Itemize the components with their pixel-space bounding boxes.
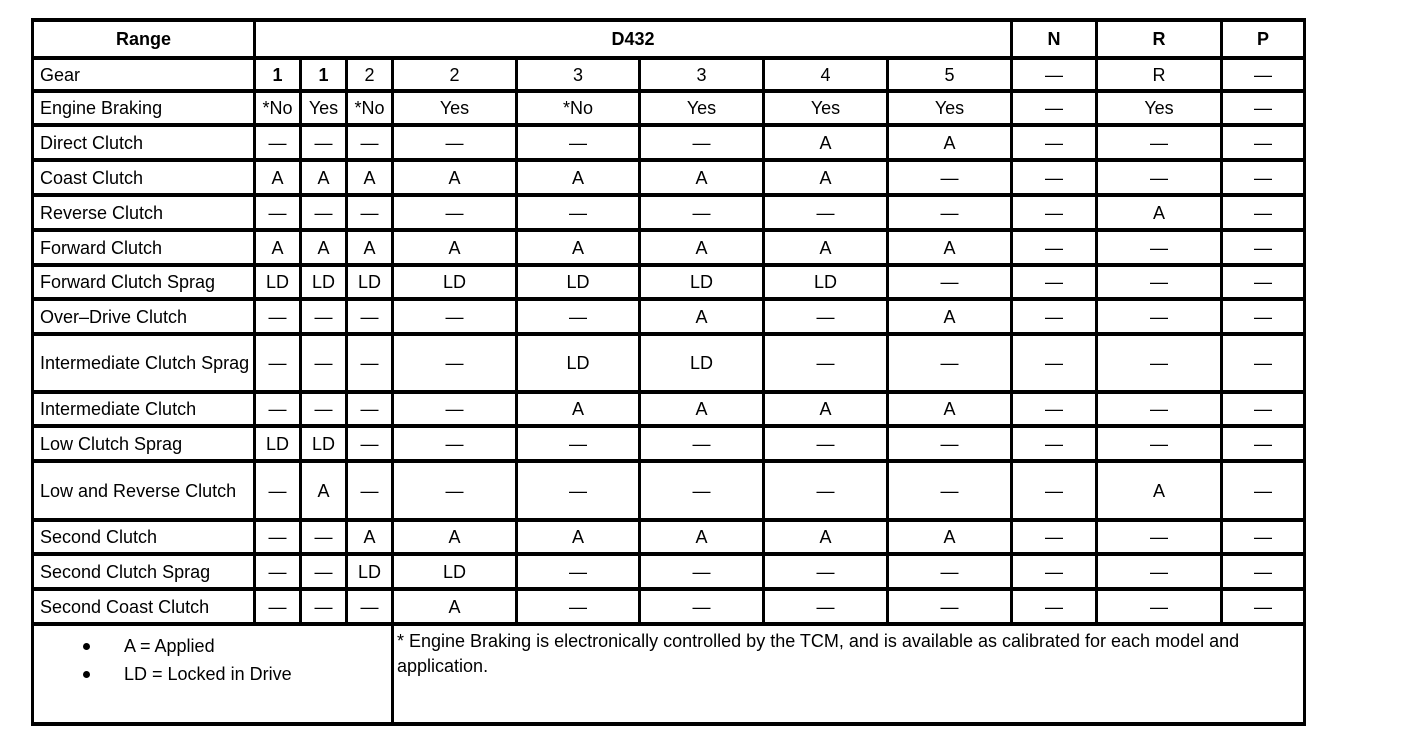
table-cell: — bbox=[1045, 237, 1063, 258]
table-cell: LD bbox=[357, 561, 381, 582]
row-label: Direct Clutch bbox=[40, 132, 144, 153]
table-cell: — bbox=[360, 132, 379, 153]
table-cell: — bbox=[940, 433, 959, 454]
table-cell: A bbox=[695, 527, 708, 547]
row-label: Forward Clutch bbox=[40, 237, 163, 258]
table-cell: A bbox=[448, 237, 461, 258]
table-cell: — bbox=[569, 561, 587, 582]
table-cell: — bbox=[569, 480, 587, 501]
table-cell: LD bbox=[566, 353, 590, 373]
table-cell: — bbox=[268, 527, 287, 547]
header-range: Range bbox=[115, 29, 171, 49]
table-cell: A bbox=[571, 527, 584, 547]
grid-hline bbox=[31, 622, 1306, 626]
table-cell: A bbox=[819, 527, 832, 547]
table-cell: — bbox=[1150, 237, 1168, 258]
table-cell: — bbox=[1150, 399, 1168, 419]
table-cell: — bbox=[1254, 272, 1272, 292]
table-cell: — bbox=[1045, 202, 1063, 223]
table-cell: LD bbox=[442, 561, 466, 582]
table-cell: Yes bbox=[686, 98, 717, 118]
table-cell: A bbox=[943, 306, 956, 327]
table-cell: — bbox=[692, 433, 711, 454]
table-cell: — bbox=[1150, 306, 1168, 327]
table-cell: — bbox=[314, 527, 333, 547]
table-cell: R bbox=[1152, 64, 1166, 85]
table-cell: — bbox=[360, 399, 379, 419]
table-cell: — bbox=[816, 353, 835, 373]
table-cell: A bbox=[1152, 480, 1165, 501]
table-cell: 2 bbox=[449, 64, 460, 85]
row-label: Intermediate Clutch Sprag bbox=[40, 353, 250, 373]
row-label: Gear bbox=[40, 64, 81, 85]
legend bbox=[31, 632, 292, 688]
table-cell: Yes bbox=[934, 98, 965, 118]
table-cell: LD bbox=[357, 272, 381, 292]
table-cell: — bbox=[1254, 561, 1272, 582]
table-cell: — bbox=[268, 306, 287, 327]
table-cell: A bbox=[363, 167, 376, 188]
table-cell: *No bbox=[354, 98, 385, 118]
table-cell: — bbox=[1045, 272, 1063, 292]
footer-divider bbox=[391, 622, 394, 724]
table-cell: A bbox=[571, 167, 584, 188]
legend-text: A = Applied bbox=[124, 636, 215, 656]
table-cell: — bbox=[1254, 202, 1272, 223]
row-label: Engine Braking bbox=[40, 98, 163, 118]
legend-item bbox=[31, 660, 292, 688]
table-cell: A bbox=[819, 167, 832, 188]
row-label: Coast Clutch bbox=[40, 167, 144, 188]
table-cell: — bbox=[1254, 98, 1272, 118]
row-label: Reverse Clutch bbox=[40, 202, 164, 223]
table-cell: 3 bbox=[696, 64, 707, 85]
table-cell: — bbox=[268, 202, 287, 223]
table-cell: A bbox=[571, 237, 584, 258]
header-d432: D432 bbox=[611, 29, 655, 49]
table-cell: — bbox=[692, 132, 711, 153]
table-cell: — bbox=[360, 433, 379, 454]
table-cell: — bbox=[445, 399, 464, 419]
table-cell: Yes bbox=[810, 98, 841, 118]
table-cell: — bbox=[360, 353, 379, 373]
clutch-application-chart bbox=[31, 18, 1306, 724]
header-r: R bbox=[1152, 29, 1166, 49]
table-cell: — bbox=[268, 353, 287, 373]
table-cell: — bbox=[314, 353, 333, 373]
table-cell: — bbox=[816, 596, 835, 617]
table-cell: — bbox=[268, 480, 287, 501]
table-cell: — bbox=[692, 202, 711, 223]
table-cell: — bbox=[569, 132, 587, 153]
table-cell: A bbox=[571, 399, 584, 419]
row-label: Second Clutch bbox=[40, 527, 158, 547]
table-cell: A bbox=[448, 527, 461, 547]
table-cell: A bbox=[819, 237, 832, 258]
table-cell: 1 bbox=[272, 64, 283, 85]
table-cell: — bbox=[360, 202, 379, 223]
table-cell: — bbox=[268, 561, 287, 582]
table-cell: — bbox=[1254, 237, 1272, 258]
table-cell: A bbox=[271, 237, 284, 258]
table-cell: — bbox=[816, 306, 835, 327]
table-cell: LD bbox=[265, 433, 289, 454]
table-cell: — bbox=[816, 433, 835, 454]
table-cell: A bbox=[695, 167, 708, 188]
table-cell: — bbox=[314, 132, 333, 153]
grid-vline bbox=[1303, 18, 1306, 724]
table-cell: — bbox=[1045, 399, 1063, 419]
table-cell: 3 bbox=[572, 64, 583, 85]
table-cell: — bbox=[1254, 480, 1272, 501]
table-cell: — bbox=[569, 433, 587, 454]
table-cell: — bbox=[1150, 527, 1168, 547]
table-cell: — bbox=[1150, 433, 1168, 454]
table-cell: — bbox=[1045, 561, 1063, 582]
table-cell: — bbox=[268, 132, 287, 153]
table-cell: — bbox=[1254, 596, 1272, 617]
legend-item bbox=[31, 632, 292, 660]
table-cell: — bbox=[1150, 272, 1168, 292]
table-cell: A bbox=[363, 527, 376, 547]
table-cell: A bbox=[317, 167, 330, 188]
table-cell: A bbox=[943, 527, 956, 547]
table-cell: LD bbox=[311, 272, 335, 292]
table-cell: — bbox=[1045, 98, 1063, 118]
table-cell: — bbox=[816, 561, 835, 582]
table-cell: — bbox=[940, 596, 959, 617]
table-cell: — bbox=[1254, 306, 1272, 327]
table-cell: Yes bbox=[1144, 98, 1174, 118]
row-label: Over–Drive Clutch bbox=[40, 306, 188, 327]
row-label: Low and Reverse Clutch bbox=[40, 480, 237, 501]
row-label: Low Clutch Sprag bbox=[40, 433, 183, 454]
table-cell: A bbox=[448, 167, 461, 188]
table-cell: — bbox=[940, 353, 959, 373]
table-cell: — bbox=[692, 561, 711, 582]
table-cell: — bbox=[1045, 433, 1063, 454]
table-cell: — bbox=[1254, 399, 1272, 419]
table-cell: LD bbox=[265, 272, 289, 292]
table-cell: — bbox=[1150, 353, 1168, 373]
table-cell: — bbox=[268, 399, 287, 419]
bullet-icon bbox=[83, 643, 90, 650]
table-cell: — bbox=[445, 433, 464, 454]
table-cell: — bbox=[1254, 167, 1272, 188]
table-cell: — bbox=[1045, 353, 1063, 373]
table-cell: A bbox=[943, 399, 956, 419]
table-cell: — bbox=[1150, 167, 1168, 188]
table-cell: — bbox=[692, 480, 711, 501]
table-cell: — bbox=[314, 561, 333, 582]
table-cell: — bbox=[1045, 596, 1063, 617]
table-cell: — bbox=[1150, 596, 1168, 617]
table-cell: A bbox=[943, 237, 956, 258]
table-cell: — bbox=[360, 596, 379, 617]
table-cell: — bbox=[1045, 306, 1063, 327]
table-cell: — bbox=[360, 306, 379, 327]
table-cell: Yes bbox=[308, 98, 339, 118]
table-cell: LD bbox=[689, 272, 713, 292]
table-cell: — bbox=[314, 202, 333, 223]
row-label: Intermediate Clutch bbox=[40, 399, 197, 419]
table-cell: — bbox=[1045, 480, 1063, 501]
table-cell: 1 bbox=[318, 64, 329, 85]
table-cell: — bbox=[1254, 132, 1272, 153]
bullet-icon bbox=[83, 671, 90, 678]
table-cell: Yes bbox=[439, 98, 470, 118]
table-cell: — bbox=[1254, 433, 1272, 454]
table-cell: A bbox=[363, 237, 376, 258]
table-cell: — bbox=[1254, 64, 1272, 85]
legend-text: LD = Locked in Drive bbox=[124, 664, 292, 684]
table-cell: A bbox=[317, 480, 330, 501]
table-cell: — bbox=[1150, 132, 1168, 153]
table-cell: — bbox=[940, 202, 959, 223]
table-cell: — bbox=[569, 306, 587, 327]
table-cell: — bbox=[940, 561, 959, 582]
table-cell: A bbox=[271, 167, 284, 188]
table-cell: *No bbox=[562, 98, 593, 118]
table-cell: — bbox=[1045, 527, 1063, 547]
table-cell: — bbox=[445, 202, 464, 223]
table-cell: 2 bbox=[364, 64, 375, 85]
footnote: * Engine Braking is electronically controlled by the TCM, and is available as calibrated for each model and application. bbox=[397, 631, 1240, 676]
table-cell: *No bbox=[262, 98, 293, 118]
table-cell: — bbox=[445, 132, 464, 153]
table-cell: A bbox=[448, 596, 461, 617]
table-cell: — bbox=[1045, 132, 1063, 153]
grid-hline bbox=[31, 722, 1306, 726]
table-cell: LD bbox=[813, 272, 837, 292]
table-cell: LD bbox=[311, 433, 335, 454]
table-cell: — bbox=[314, 399, 333, 419]
table-cell: A bbox=[943, 132, 956, 153]
table-cell: — bbox=[1045, 64, 1063, 85]
table-cell: A bbox=[1152, 202, 1165, 223]
header-n: N bbox=[1047, 29, 1061, 49]
table-cell: A bbox=[317, 237, 330, 258]
table-cell: — bbox=[692, 596, 711, 617]
table-cell: A bbox=[695, 399, 708, 419]
table-cell: LD bbox=[689, 353, 713, 373]
table-cell: — bbox=[940, 480, 959, 501]
table-cell: LD bbox=[442, 272, 466, 292]
table-cell: A bbox=[695, 306, 708, 327]
header-p: P bbox=[1256, 29, 1269, 49]
table-cell: 5 bbox=[944, 64, 955, 85]
table-cell: — bbox=[360, 480, 379, 501]
table-cell: — bbox=[445, 353, 464, 373]
table-cell: — bbox=[569, 596, 587, 617]
table-cell: 4 bbox=[820, 64, 831, 85]
row-label: Forward Clutch Sprag bbox=[40, 272, 216, 292]
table-cell: — bbox=[268, 596, 287, 617]
table-cell: — bbox=[445, 306, 464, 327]
row-label: Second Clutch Sprag bbox=[40, 561, 211, 582]
table-cell: A bbox=[819, 399, 832, 419]
table-cell: — bbox=[1254, 353, 1272, 373]
table-cell: LD bbox=[566, 272, 590, 292]
table-cell: — bbox=[940, 272, 959, 292]
table-cell: — bbox=[314, 306, 333, 327]
table-cell: — bbox=[1150, 561, 1168, 582]
table-cell: A bbox=[819, 132, 832, 153]
table-cell: — bbox=[816, 480, 835, 501]
table-cell: — bbox=[1254, 527, 1272, 547]
table-cell: A bbox=[695, 237, 708, 258]
table-cell: — bbox=[445, 480, 464, 501]
table-cell: — bbox=[314, 596, 333, 617]
table-cell: — bbox=[1045, 167, 1063, 188]
table-cell: — bbox=[940, 167, 959, 188]
table-cell: — bbox=[816, 202, 835, 223]
table-cell: — bbox=[569, 202, 587, 223]
row-label: Second Coast Clutch bbox=[40, 596, 210, 617]
